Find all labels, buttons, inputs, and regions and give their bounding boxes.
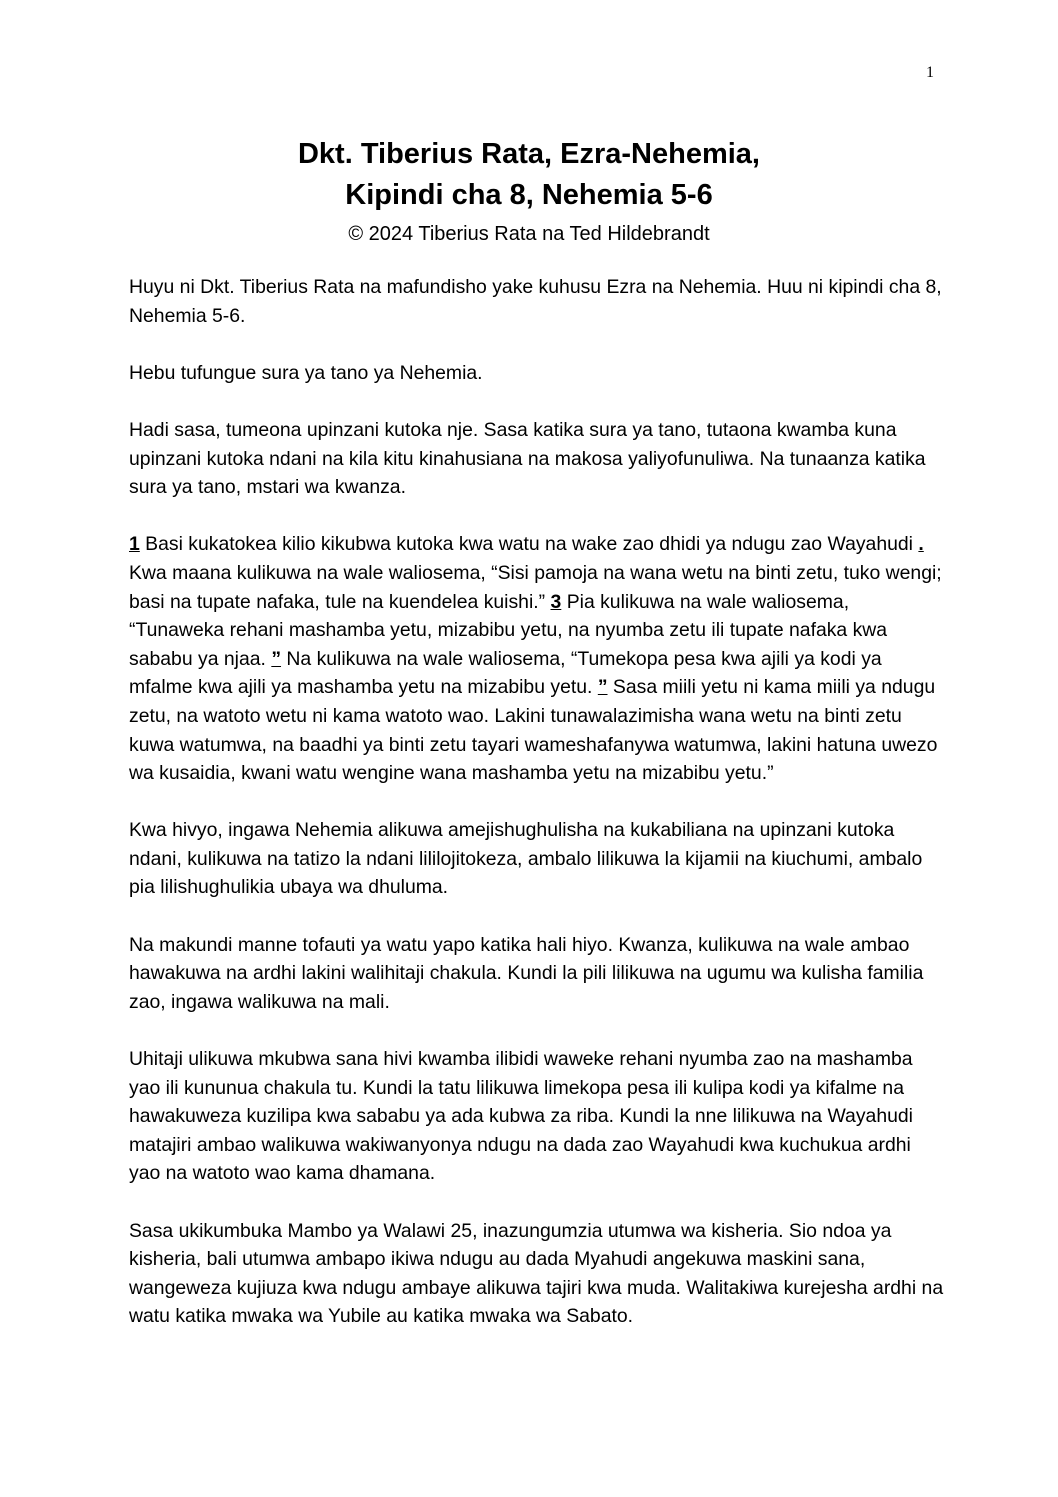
page-number: 1 [926,64,934,81]
verse-number-1: 1 [129,533,140,556]
paragraph-need: Uhitaji ulikuwa mkubwa sana hivi kwamba ilibidi waweke rehani nyumba zao na mashamba yao ili kununua chakula tu. Kundi la tatu lilikuwa limekopa pesa ili kulipa kodi ya kifalme na hawakuweza kuzilipa kwa sababu ya ada kubwa za riba. Kundi la nne lilikuwa na Wayahudi matajiri ambao walikuwa wakiwanyonya ndugu na dada zao Wayahudi kwa kuchukua ardhi yao na watoto wao kama dhamana. [129,1048,913,1185]
paragraph-intro: Huyu ni Dkt. Tiberius Rata na mafundisho yake kuhusu Ezra na Nehemia. Huu ni kipindi cha 8, Nehemia 5-6. [129,276,942,327]
verse-text-3: Pia kulikuwa na wale waliosema, “Tunaweka rehani mashamba yetu, mizabibu yetu, na nyumba zetu ili tupate nafaka kwa sababu ya njaa. [129,590,888,670]
paragraph-leviticus: Sasa ukikumbuka Mambo ya Walawi 25, inazungumzia utumwa wa kisheria. Sio ndoa ya kisheria, bali utumwa ambapo ikiwa ndugu au dada Myahudi angekuwa maskini sana, wangeweza kujiuza kwa ndugu ambaye alikuwa tajiri kwa muda. Walitakiwa kurejesha ardhi na watu katika mwaka wa Yubile au katika mwaka wa Sabato. [129,1219,944,1328]
verse-number-3: 3 [550,590,562,613]
title-line-2: Kipindi cha 8, Nehemia 5-6 [345,179,713,211]
verse-marker-1: . [918,533,924,556]
paragraph-open-chapter: Hebu tufungue sura ya tano ya Nehemia. [129,361,483,384]
verse-text-5: Sasa miili yetu ni kama miili ya ndugu zetu, na watoto wetu ni kama watoto wao. Lakini tunawalazimisha wana wetu na binti zetu kuwa watumwa, na baadhi ya binti zetu tayari wameshafanywa watumwa, lakini hatuna uwezo wa kusaidia, kwani watu wengine wana mashamba yetu na mizabibu yetu.” [129,676,938,785]
verse-text-1: Basi kukatokea kilio kikubwa kutoka kwa watu na wake zao dhidi ya ndugu zao Wayahudi [139,533,919,556]
verse-marker-2: ” [271,647,282,670]
title-line-1: Dkt. Tiberius Rata, Ezra-Nehemia, [297,138,760,170]
document-body [129,273,944,1360]
copyright-line: © 2024 Tiberius Rata na Ted Hildebrandt [348,223,710,245]
paragraph-opposition: Hadi sasa, tumeona upinzani kutoka nje. Sasa katika sura ya tano, tutaona kwamba kuna upinzani kutoka ndani na kila kitu kinahusiana na makosa yaliyofunuliwa. Na tunaanza katika sura ya tano, mstari wa kwanza. [129,418,926,499]
scripture-passage [129,530,944,787]
paragraph-internal-problem: Kwa hivyo, ingawa Nehemia alikuwa amejishughulisha na kukabiliana na upinzani kutoka ndani, kulikuwa na tatizo la ndani lililojitokeza, ambalo lilikuwa la kijamii na kiuchumi, ambalo pia lilishughulikia ubaya wa dhuluma. [129,819,923,899]
paragraph-four-groups: Na makundi manne tofauti ya watu yapo katika hali hiyo. Kwanza, kulikuwa na wale ambao hawakuwa na ardhi lakini walihitaji chakula. Kundi la pili lilikuwa na ugumu wa kulisha familia zao, ingawa walikuwa na mali. [129,933,924,1013]
verse-text-2: Kwa maana kulikuwa na wale waliosema, “Sisi pamoja na wana wetu na binti zetu, tuko wengi; basi na tupate nafaka, tule na kuendelea kuishi.” [129,561,942,613]
verse-text-4: Na kulikuwa na wale waliosema, “Tumekopa pesa kwa ajili ya kodi ya mfalme kwa ajili ya mashamba yetu na mizabibu yetu. [129,647,882,699]
title-block [0,134,1058,248]
verse-marker-3: ” [597,676,608,699]
